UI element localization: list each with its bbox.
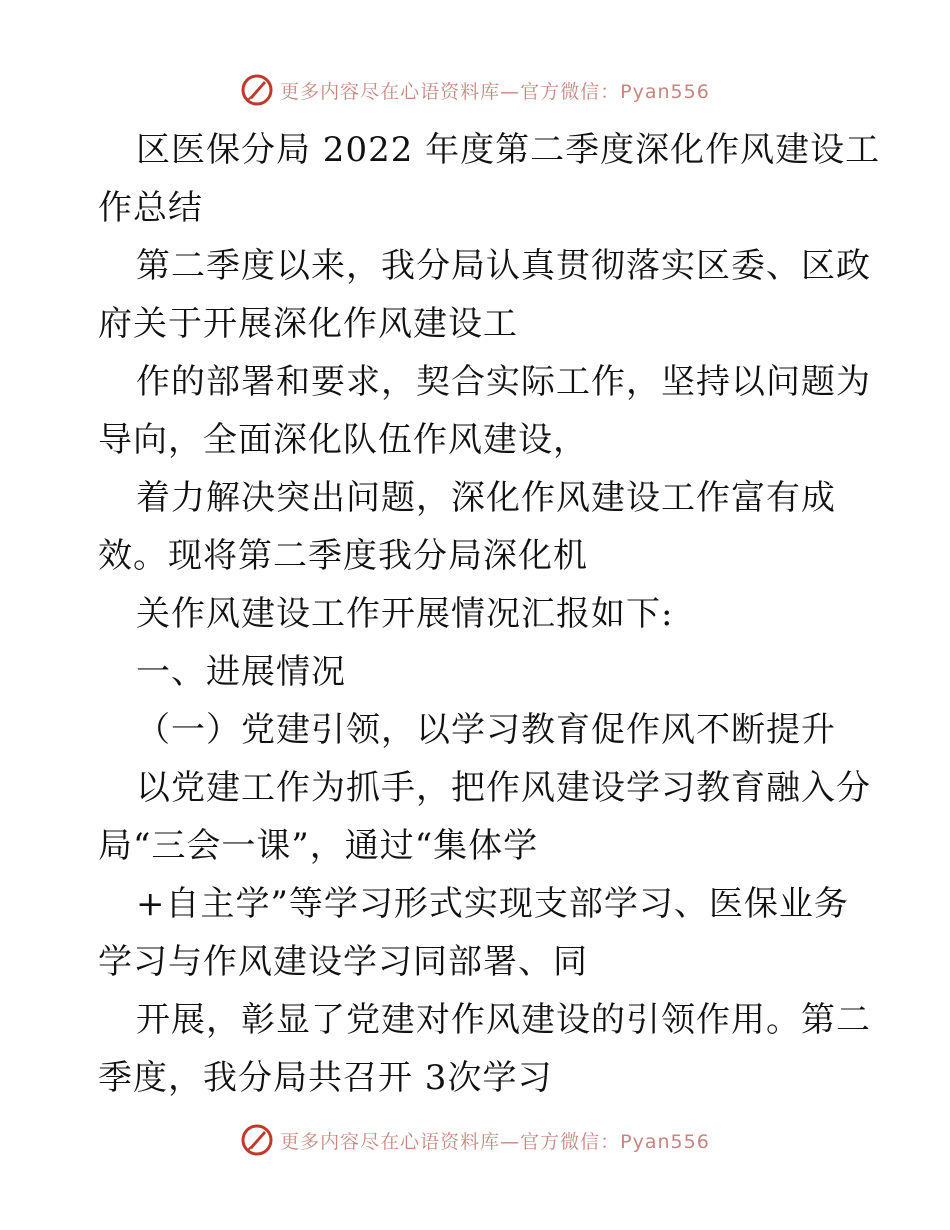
watermark-banner-bottom	[0, 1120, 950, 1160]
watermark-text: 更多内容尽在心语资料库—官方微信：Pyan556	[280, 80, 710, 103]
feather-pen-circle-icon	[240, 1123, 274, 1157]
paragraph-line: 效。现将第二季度我分局深化机	[98, 536, 588, 576]
paragraph-line: 开展，彰显了党建对作风建设的引领作用。第二	[136, 1000, 871, 1040]
title-line-1: 区医保分局 2022 年度第二季度深化作风建设工	[136, 130, 881, 170]
watermark-banner-top	[0, 70, 950, 110]
paragraph-line: 以党建工作为抓手，把作风建设学习教育融入分	[136, 768, 871, 808]
paragraph-line: +自主学”等学习形式实现支部学习、医保业务	[136, 884, 849, 924]
feather-pen-circle-icon	[240, 73, 274, 107]
paragraph-line: 学习与作风建设学习同部署、同	[98, 942, 588, 982]
watermark-text: 更多内容尽在心语资料库—官方微信：Pyan556	[280, 1130, 710, 1153]
subsection-heading: （一）党建引领，以学习教育促作风不断提升	[136, 710, 836, 750]
paragraph-line: 局“三会一课”，通过“集体学	[98, 826, 539, 866]
paragraph-line: 作的部署和要求，契合实际工作，坚持以问题为	[136, 362, 871, 402]
paragraph-line: 府关于开展深化作风建设工	[98, 304, 518, 344]
paragraph-line: 第二季度以来，我分局认真贯彻落实区委、区政	[136, 246, 871, 286]
paragraph-line: 导向，全面深化队伍作风建设，	[98, 420, 588, 460]
paragraph-line: 着力解决突出问题，深化作风建设工作富有成	[136, 478, 836, 518]
paragraph-line: 关作风建设工作开展情况汇报如下:	[136, 594, 674, 634]
title-line-2: 作总结	[98, 188, 203, 228]
section-heading: 一、进展情况	[136, 652, 346, 692]
paragraph-line: 季度，我分局共召开 3次学习	[98, 1058, 553, 1098]
